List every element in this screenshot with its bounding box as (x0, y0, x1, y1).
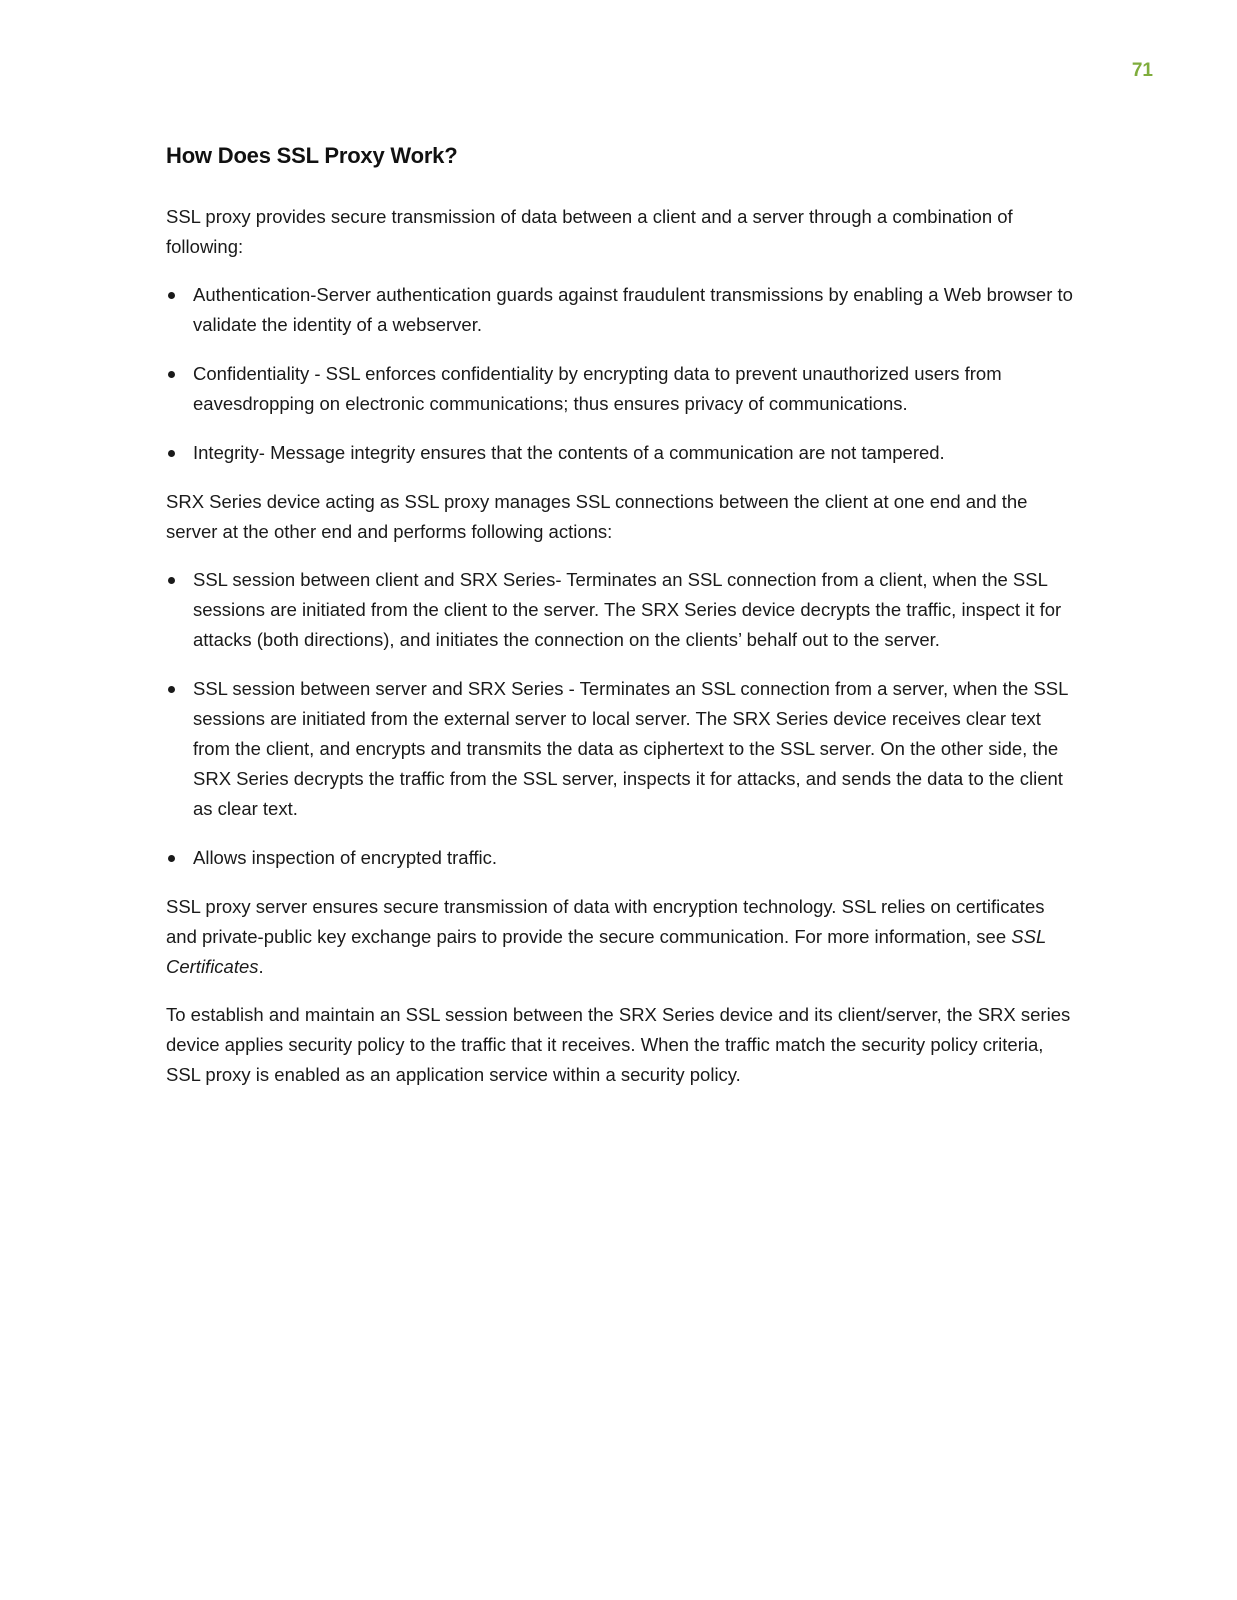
list-item (166, 843, 1076, 873)
ssl-certificates-link[interactable]: SSL Certificates (166, 926, 1046, 977)
section-title: How Does SSL Proxy Work? (166, 143, 458, 168)
srx-intro-paragraph: SRX Series device acting as SSL proxy manages SSL connections between the client at one end and the server at the other end and performs following actions: (166, 491, 1028, 542)
list-item (166, 280, 1076, 340)
certificates-paragraph (166, 892, 1076, 982)
list-item (166, 438, 1076, 468)
bullet-icon (168, 686, 175, 693)
actions-list (166, 565, 1076, 873)
certificates-suffix: . (258, 956, 264, 977)
bullet-icon (168, 855, 175, 862)
list-item (166, 565, 1076, 655)
document-body (166, 143, 1076, 1108)
certificates-text: SSL proxy server ensures secure transmission of data with encryption technology. SSL relies on certificates and private-public key exchange pairs to provide the secure communication. For more information, see (166, 896, 1045, 947)
benefits-list (166, 280, 1076, 468)
list-item (166, 674, 1076, 824)
bullet-icon (168, 450, 175, 457)
list-item (166, 359, 1076, 419)
list-item-text: SSL session between server and SRX Series - Terminates an SSL connection from a server, when the SSL sessions are initiated from the external server to local server. The SRX Series device receives clear text from the client, and encrypts and transmits the data as ciphertext to the SSL server. On the other side, the SRX Series decrypts the traffic from the SSL server, inspects it for attacks, and sends the data to the client as clear text. (193, 678, 1068, 819)
list-item-text: Confidentiality - SSL enforces confidentiality by encrypting data to prevent unauthorized users from eavesdropping on electronic communications; thus ensures privacy of communications. (193, 363, 1002, 414)
list-item-text: Integrity- Message integrity ensures that the contents of a communication are not tampered. (193, 442, 945, 463)
list-item-text: Allows inspection of encrypted traffic. (193, 847, 498, 868)
list-item-text: Authentication-Server authentication guards against fraudulent transmissions by enabling a Web browser to validate the identity of a webserver. (193, 284, 1073, 335)
bullet-icon (168, 371, 175, 378)
intro-paragraph: SSL proxy provides secure transmission of data between a client and a server through a combination of following: (166, 206, 1013, 257)
page-number: 71 (1131, 60, 1153, 81)
bullet-icon (168, 577, 175, 584)
bullet-icon (168, 292, 175, 299)
policy-paragraph: To establish and maintain an SSL session between the SRX Series device and its client/server, the SRX series device applies security policy to the traffic that it receives. When the traffic match the security policy criteria, SSL proxy is enabled as an application service within a security policy. (166, 1004, 1071, 1085)
list-item-text: SSL session between client and SRX Series- Terminates an SSL connection from a client, when the SSL sessions are initiated from the client to the server. The SRX Series device decrypts the traffic, inspect it for attacks (both directions), and initiates the connection on the clients’ behalf out to the server. (193, 569, 1062, 650)
